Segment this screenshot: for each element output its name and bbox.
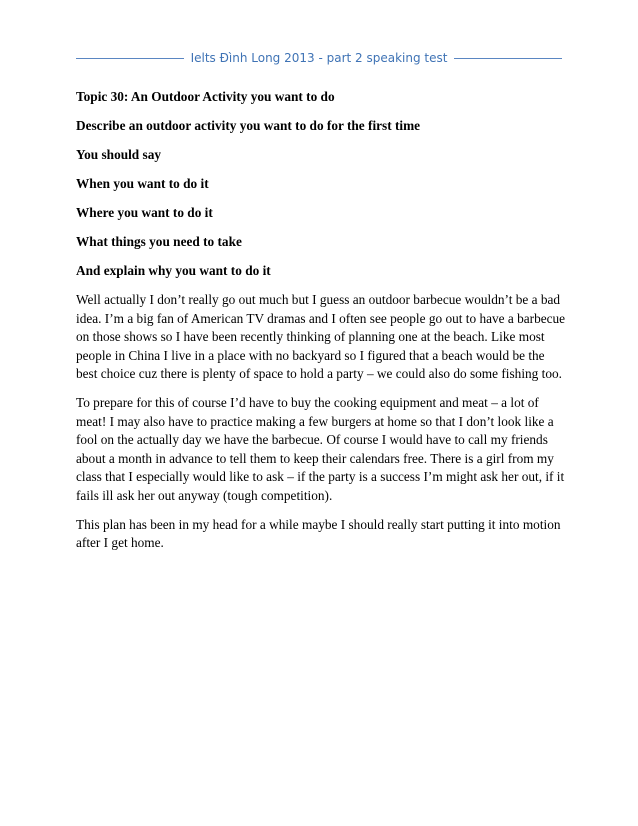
- topic-prompt: What things you need to take: [76, 234, 242, 249]
- topic-prompt: And explain why you want to do it: [76, 263, 271, 278]
- topic-title: Topic 30: An Outdoor Activity you want to do: [76, 89, 335, 104]
- header-rule-left: [76, 58, 184, 59]
- answer-paragraph: Well actually I don’t really go out much but I guess an outdoor barbecue wouldn’t be a bad idea. I’m a big fan of American TV dramas and I often see people go out to have a barbecue on those shows so I have been recently thinking of planning one at the beach. Like most people in China I live in a place with no backyard so I figured that a beach would be the best choice cuz there is plenty of space to hold a party – we could also do some fishing too.: [76, 292, 566, 382]
- topic-prompt: Where you want to do it: [76, 205, 213, 220]
- answer-paragraph: This plan has been in my head for a while maybe I should really start putting it into motion after I get home.: [76, 516, 561, 551]
- topic-prompt: When you want to do it: [76, 176, 209, 191]
- header-title: Ielts Đình Long 2013 - part 2 speaking test: [190, 51, 448, 65]
- header-rule-right: [454, 58, 562, 59]
- page-header: [76, 48, 562, 68]
- topic-should-say: You should say: [76, 147, 161, 162]
- topic-describe: Describe an outdoor activity you want to do for the first time: [76, 118, 421, 133]
- document-body: [76, 88, 568, 563]
- answer-paragraph: To prepare for this of course I’d have to buy the cooking equipment and meat – a lot of meat! I may also have to practice making a few burgers at home so that I don’t look like a fool on the actually day we have the barbecue. Of course I would have to call my friends about a month in advance to tell them to keep their calendars free. There is a girl from my class that I especially would like to ask – if the party is a success I’m might ask her out, if it fails ill ask her out anyway (tough competition).: [76, 394, 565, 503]
